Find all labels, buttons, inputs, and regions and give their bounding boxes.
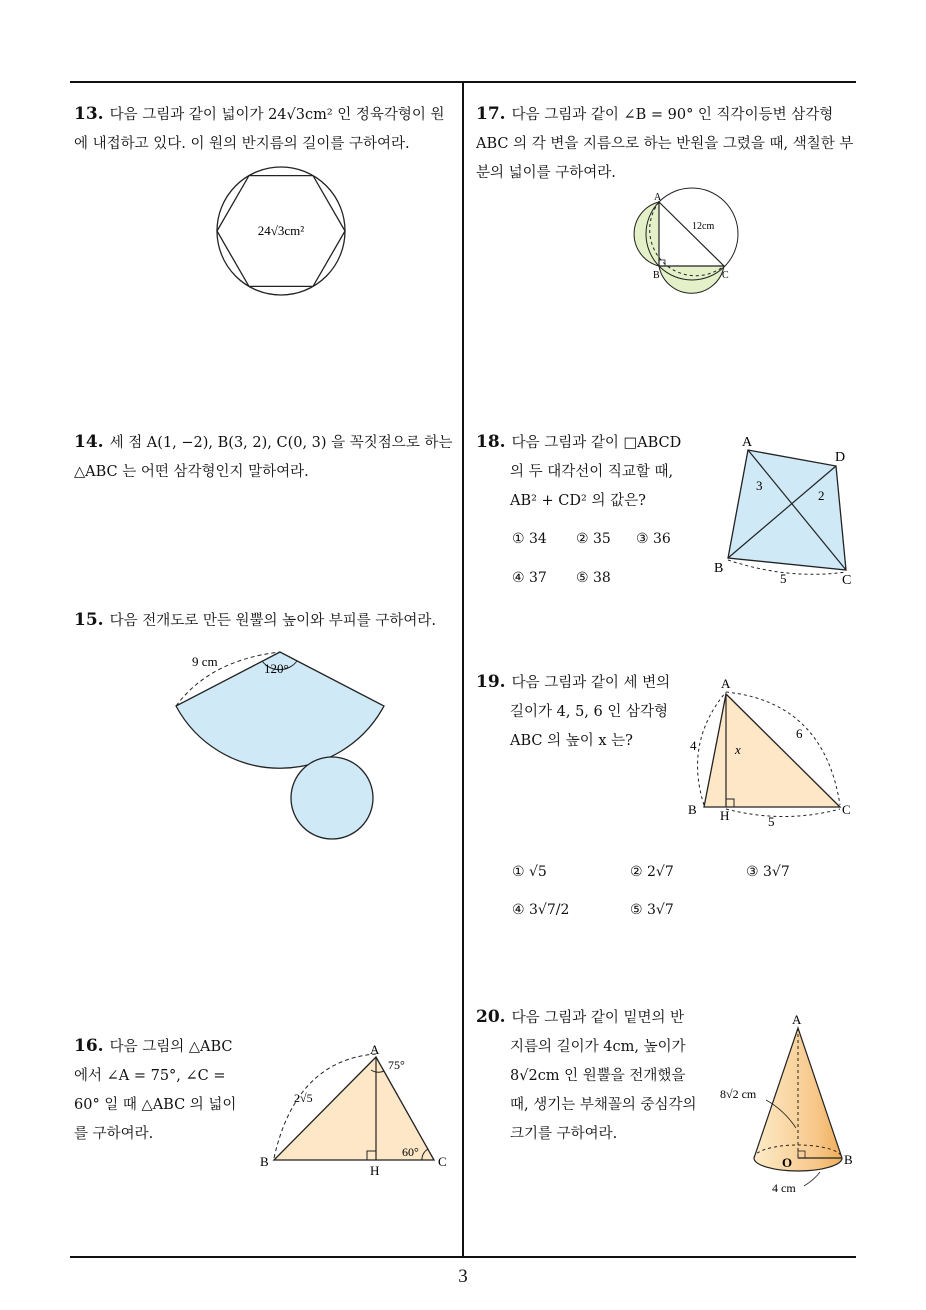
question-17 (476, 100, 860, 188)
question-number: 17. (476, 104, 506, 124)
apex-a: A (792, 1012, 802, 1027)
question-text: 다음 그림과 같이 ∠B = 90° 인 직각이등변 삼각형 ABC 의 각 변을 지름으로 하는 반원을 그렸을 때, 색칠한 부분의 넓이를 구하여라. (476, 107, 854, 181)
vertex-b: B (260, 1154, 269, 1169)
semicircles-figure (626, 186, 744, 296)
question-number: 13. (74, 104, 104, 124)
area-label: 24√3cm² (257, 223, 305, 238)
question-19 (476, 668, 696, 756)
vertex-c: C (842, 573, 852, 588)
choice-2[interactable]: ② 35 (576, 531, 611, 547)
question-text-line: AB² + CD² 의 값은? (510, 493, 646, 509)
radius-label: 4 cm (772, 1181, 796, 1195)
question-20 (476, 1003, 706, 1149)
length-6: 6 (796, 726, 803, 741)
question-number: 19. (476, 672, 506, 692)
vertex-b: B (688, 802, 697, 817)
vertex-c: C (842, 802, 851, 817)
vertex-a: A (370, 1042, 380, 1057)
question-number: 14. (74, 432, 104, 452)
choice-2[interactable]: ② 2√7 (630, 864, 674, 880)
page-number: 3 (458, 1266, 468, 1287)
quadrilateral (728, 450, 846, 570)
height-label: 8√2 cm (720, 1087, 757, 1101)
question-number: 18. (476, 432, 506, 452)
question-text: 다음 전개도로 만든 원뿔의 높이와 부피를 구하여라. (109, 613, 436, 629)
question-text-line: 의 두 대각선이 직교할 때, (510, 464, 674, 480)
question-text-line: 다음 그림과 같이 세 변의 (511, 675, 671, 691)
question-18 (476, 428, 716, 516)
choice-5[interactable]: ⑤ 3√7 (630, 902, 674, 918)
vertex-c: C (438, 1154, 447, 1169)
length-4: 4 (690, 738, 697, 753)
center-o: O (782, 1155, 793, 1170)
vertex-d: D (835, 450, 846, 465)
question-number: 15. (74, 610, 104, 630)
question-text: 다음 그림의 △ABC 에서 ∠A = 75°, ∠C = 60° 일 때 △ABC 의 넓이를 구하여라. (74, 1039, 237, 1142)
question-number: 16. (74, 1036, 104, 1056)
vertex-a: A (742, 435, 753, 450)
question-14 (74, 428, 458, 487)
foot-h: H (720, 808, 730, 823)
length-3: 3 (756, 478, 763, 493)
choice-3[interactable]: ③ 36 (636, 531, 671, 547)
column-divider (462, 82, 464, 1257)
choice-1[interactable]: ① 34 (512, 531, 547, 547)
question-text-line: 때, 생기는 부채꼴의 중심각의 (510, 1097, 697, 1113)
slant-label: 9 cm (192, 654, 218, 669)
left-lune (634, 202, 659, 266)
hexagon-in-circle-figure (214, 164, 348, 298)
length-5: 5 (768, 814, 775, 829)
length-5: 5 (780, 571, 787, 586)
question-text-line: 다음 그림과 같이 □ABCD (511, 435, 682, 451)
cone-figure (716, 1010, 856, 1200)
quadrilateral-figure (708, 430, 858, 590)
question-number: 20. (476, 1007, 506, 1027)
cone-net-figure (170, 646, 392, 846)
foot-h: H (370, 1163, 380, 1178)
choice-1[interactable]: ① √5 (512, 864, 547, 880)
choice-3[interactable]: ③ 3√7 (746, 864, 790, 880)
angle-label: 120° (264, 661, 289, 676)
angle-c-label: 60° (402, 1145, 419, 1159)
vertex-a: A (721, 676, 731, 691)
base-circle (291, 757, 373, 839)
choice-4[interactable]: ④ 37 (512, 570, 547, 586)
question-text: 다음 그림과 같이 넓이가 24√3cm² 인 정육각형이 원에 내접하고 있다. 이 원의 반지름의 길이를 구하여라. (74, 107, 445, 152)
question-15 (74, 606, 458, 636)
length-2: 2 (818, 488, 825, 503)
triangle-abc-figure (256, 1040, 456, 1180)
bottom-rule (70, 1256, 856, 1258)
choice-4[interactable]: ④ 3√7/2 (512, 902, 570, 918)
point-b: B (844, 1152, 853, 1167)
question-text-line: 8√2cm 인 원뿔을 전개했을 (510, 1068, 686, 1084)
choice-5[interactable]: ⑤ 38 (576, 570, 611, 586)
side-hc-dashed (726, 809, 840, 817)
question-16 (74, 1032, 244, 1149)
question-text-line: 크기를 구하여라. (510, 1126, 618, 1142)
question-text: 세 점 A(1, −2), B(3, 2), C(0, 3) 을 꼭짓점으로 하는 △ABC 는 어떤 삼각형인지 말하여라. (74, 435, 453, 480)
question-13 (74, 100, 458, 159)
vertex-c: C (722, 270, 729, 281)
angle-a-label: 75° (388, 1058, 405, 1072)
question-text-line: ABC 의 높이 x 는? (510, 733, 633, 749)
right-triangle (659, 202, 724, 266)
question-text-line: 길이가 4, 5, 6 인 삼각형 (510, 704, 668, 720)
question-text-line: 다음 그림과 같이 밑면의 반 (511, 1010, 685, 1026)
radius-pointer (804, 1172, 820, 1186)
height-x: x (735, 742, 741, 757)
vertex-a: A (654, 192, 662, 203)
vertex-b: B (714, 561, 724, 576)
vertex-b: B (653, 270, 660, 281)
side-label: 2√5 (294, 1091, 313, 1105)
length-label: 12cm (692, 221, 715, 232)
triangle-height-figure (684, 672, 856, 832)
triangle (704, 694, 840, 807)
question-text-line: 지름의 길이가 4cm, 높이가 (510, 1039, 686, 1055)
